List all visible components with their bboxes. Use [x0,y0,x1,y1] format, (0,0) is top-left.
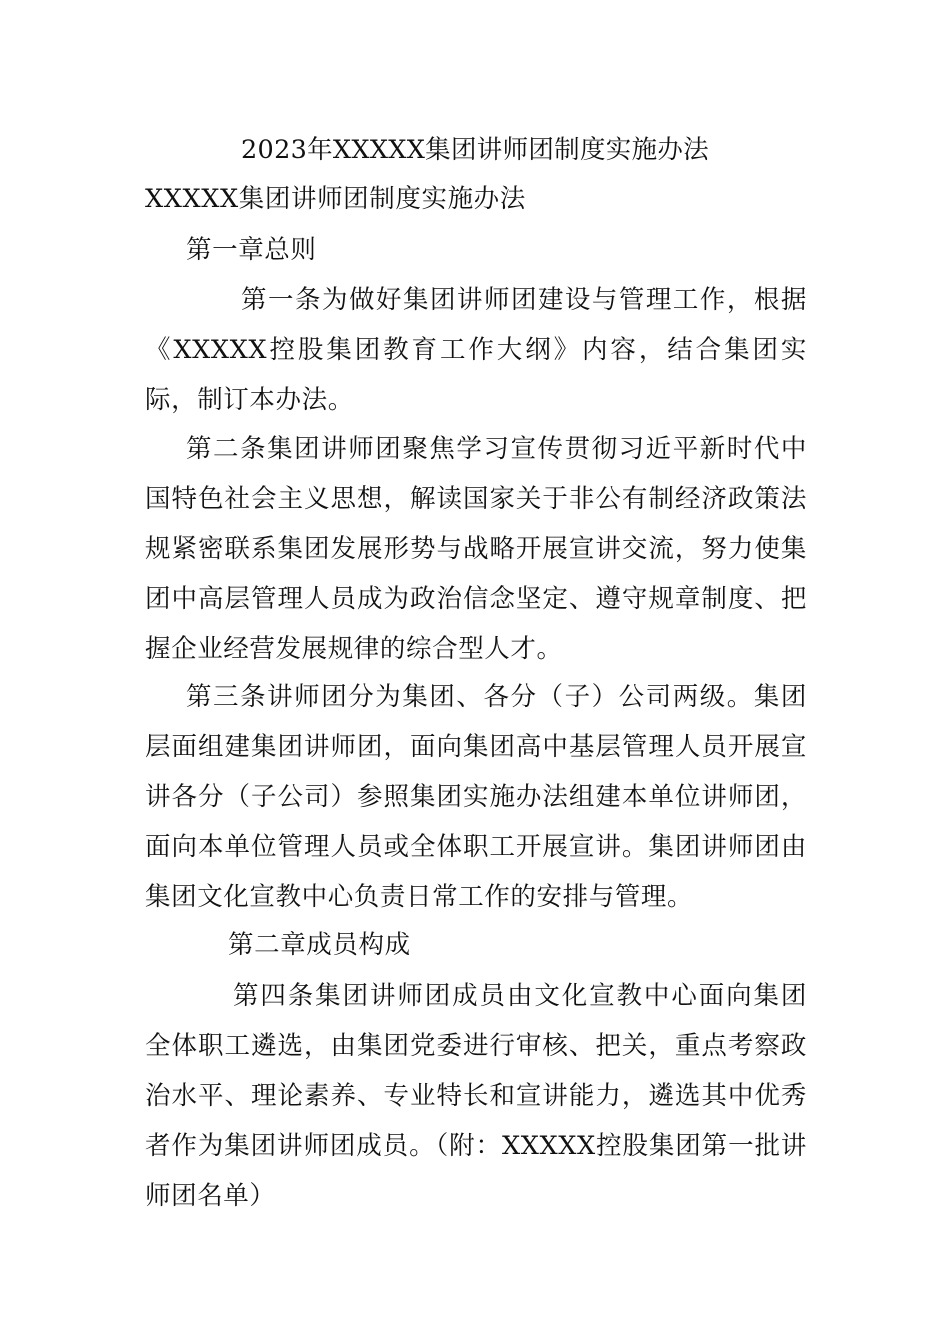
document-title: 2023年XXXXX集团讲师团制度实施办法 [241,135,709,165]
document-subtitle: XXXXX集团讲师团制度实施办法 [145,184,526,214]
article-4: 第四条集团讲师团成员由文化宣教中心面向集团全体职工遴选，由集团党委进行审核、把关，重点考察政治水平、理论素养、专业特长和宣讲能力，遴选其中优秀者作为集团讲师团成员。（附：XXXXX控股集团第一批讲师团名单） [145,981,807,1211]
article-2: 第二条集团讲师团聚焦学习宣传贯彻习近平新时代中国特色社会主义思想，解读国家关于非公有制经济政策法规紧密联系集团发展形势与战略开展宣讲交流，努力使集团中高层管理人员成为政治信念坚定、遵守规章制度、把握企业经营发展规律的综合型人才。 [145,434,807,664]
chapter-heading-2: 第二章成员构成 [228,930,411,960]
article-3: 第三条讲师团分为集团、各分（子）公司两级。集团层面组建集团讲师团，面向集团高中基层管理人员开展宣讲各分（子公司）参照集团实施办法组建本单位讲师团，面向本单位管理人员或全体职工开展宣讲。集团讲师团由集团文化宣教中心负责日常工作的安排与管理。 [145,682,807,912]
chapter-heading-1: 第一章总则 [186,235,317,265]
article-1: 第一条为做好集团讲师团建设与管理工作，根据《XXXXX控股集团教育工作大纲》内容，结合集团实际，制订本办法。 [145,285,807,415]
